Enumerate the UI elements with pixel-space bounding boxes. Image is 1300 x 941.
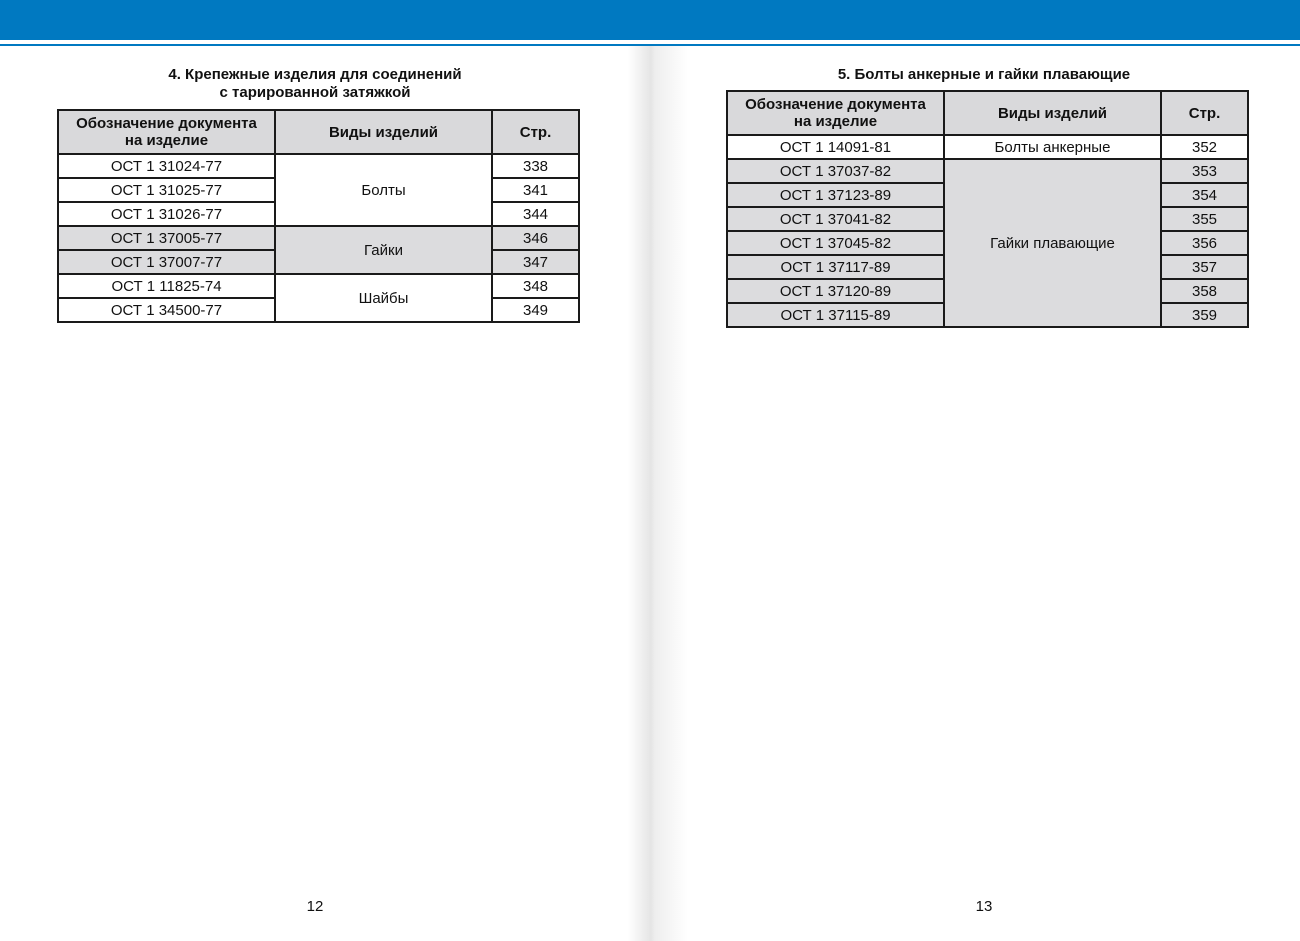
page-cell: 341 <box>492 178 579 202</box>
header-kind: Виды изделий <box>275 110 492 154</box>
page-cell: 354 <box>1161 183 1248 207</box>
page-number-right: 13 <box>975 898 993 915</box>
doc-cell: ОСТ 1 34500-77 <box>58 298 275 322</box>
header-doc-line-1: Обозначение документа <box>76 115 257 132</box>
doc-cell: ОСТ 1 31026-77 <box>58 202 275 226</box>
group-cell-nuts: Гайки <box>275 226 492 274</box>
table-row <box>58 274 579 298</box>
doc-cell: ОСТ 1 37045-82 <box>727 231 944 255</box>
doc-cell: ОСТ 1 31024-77 <box>58 154 275 178</box>
group-cell-washers: Шайбы <box>275 274 492 322</box>
header-doc-line-2: на изделие <box>124 132 209 149</box>
doc-cell: ОСТ 1 31025-77 <box>58 178 275 202</box>
page-cell: 358 <box>1161 279 1248 303</box>
page-cell: 352 <box>1161 135 1248 159</box>
header-page: Стр. <box>492 110 579 154</box>
doc-cell: ОСТ 1 37117-89 <box>727 255 944 279</box>
header-doc-designation <box>58 110 275 154</box>
page-cell: 355 <box>1161 207 1248 231</box>
top-blue-band <box>0 0 1300 40</box>
doc-cell: ОСТ 1 37005-77 <box>58 226 275 250</box>
table-row <box>727 135 1248 159</box>
header-doc-line-2: на изделие <box>793 113 878 130</box>
table-5-title: 5. Болты анкерные и гайки плавающие <box>837 66 1131 83</box>
page-cell: 349 <box>492 298 579 322</box>
group-cell-bolts: Болты <box>275 154 492 226</box>
group-cell-anchor-bolts: Болты анкерные <box>944 135 1161 159</box>
page-cell: 357 <box>1161 255 1248 279</box>
header-kind: Виды изделий <box>944 91 1161 135</box>
table-header-row <box>58 110 579 154</box>
page-cell: 347 <box>492 250 579 274</box>
doc-cell: ОСТ 1 37037-82 <box>727 159 944 183</box>
header-page: Стр. <box>1161 91 1248 135</box>
left-page <box>0 46 650 941</box>
doc-cell: ОСТ 1 11825-74 <box>58 274 275 298</box>
page-cell: 344 <box>492 202 579 226</box>
page-cell: 359 <box>1161 303 1248 327</box>
table-5 <box>726 90 1249 328</box>
header-doc-designation <box>727 91 944 135</box>
page-cell: 346 <box>492 226 579 250</box>
table-row <box>58 226 579 250</box>
doc-cell: ОСТ 1 37007-77 <box>58 250 275 274</box>
doc-cell: ОСТ 1 37123-89 <box>727 183 944 207</box>
page-cell: 338 <box>492 154 579 178</box>
doc-cell: ОСТ 1 14091-81 <box>727 135 944 159</box>
table-row <box>58 154 579 178</box>
table-header-row <box>727 91 1248 135</box>
page-number-left: 12 <box>306 898 324 915</box>
page-cell: 356 <box>1161 231 1248 255</box>
header-doc-line-1: Обозначение документа <box>745 96 926 113</box>
page-cell: 353 <box>1161 159 1248 183</box>
right-page <box>650 46 1300 941</box>
doc-cell: ОСТ 1 37041-82 <box>727 207 944 231</box>
table-4-title-line-2: с тарированной затяжкой <box>219 84 411 101</box>
group-cell-floating-nuts: Гайки плавающие <box>944 159 1161 327</box>
table-row <box>727 159 1248 183</box>
doc-cell: ОСТ 1 37115-89 <box>727 303 944 327</box>
table-4-title-line-1: 4. Крепежные изделия для соединений <box>168 66 462 83</box>
table-4 <box>57 109 580 323</box>
doc-cell: ОСТ 1 37120-89 <box>727 279 944 303</box>
table-4-title <box>57 66 573 102</box>
page-cell: 348 <box>492 274 579 298</box>
